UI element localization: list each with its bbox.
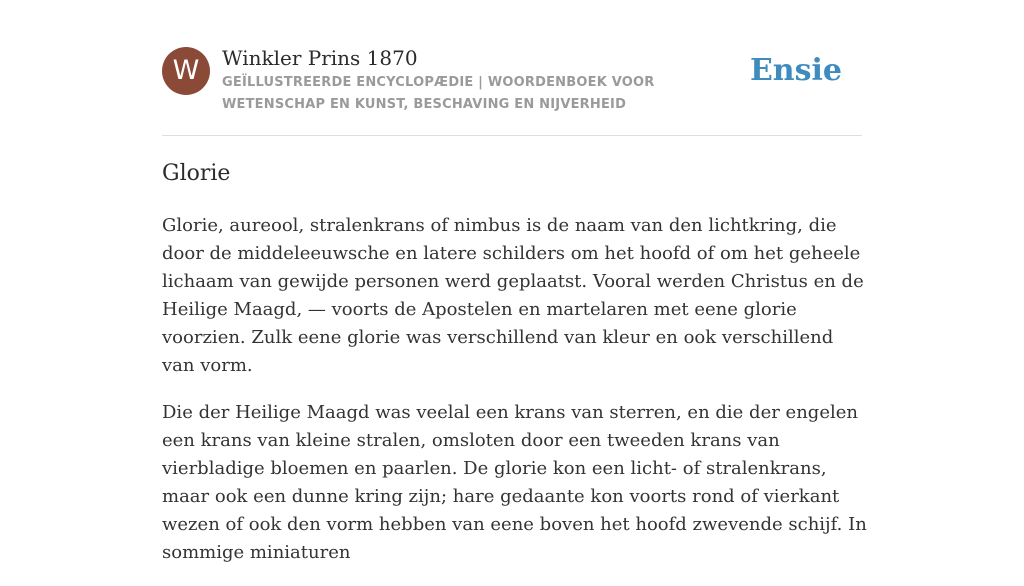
header-divider [162,135,862,136]
ensie-logo[interactable]: Ensie [749,53,842,88]
article-paragraph: Die der Heilige Maagd was veelal een krans van sterren, en die der engelen een krans van kleine stralen, omsloten door een tweeden krans van vierbladige bloemen en paarlen. De glorie kon een licht- of stralenkrans, maar ook een dunne kring zijn; hare gedaante kon voorts rond of vierkant wezen of ook den vorm hebben van eene boven het hoofd zwevende schijf. In sommige miniaturen [162,402,867,563]
article-body [162,212,868,586]
source-title[interactable]: Winkler Prins 1870 [222,46,418,70]
article-paragraph: Glorie, aureool, stralenkrans of nimbus is de naam van den lichtkring, die door de middeleeuwsche en latere schilders om het hoofd of om het geheele lichaam van gewijde personen werd geplaatst. Vooral werden Christus en de Heilige Maagd, — voorts de Apostelen en martelaren met eene glorie voorzien. Zulk eene glorie was verschillend van kleur en ook verschillend van vorm. [162,215,864,376]
source-avatar[interactable]: W [162,47,210,95]
header [162,46,862,116]
article-title: Glorie [162,161,231,186]
source-subtitle: GEÏLLUSTREERDE ENCYCLOPÆDIE | WOORDENBOEK VOOR WETENSCHAP EN KUNST, BESCHAVING EN NIJVERHEID [222,75,655,112]
